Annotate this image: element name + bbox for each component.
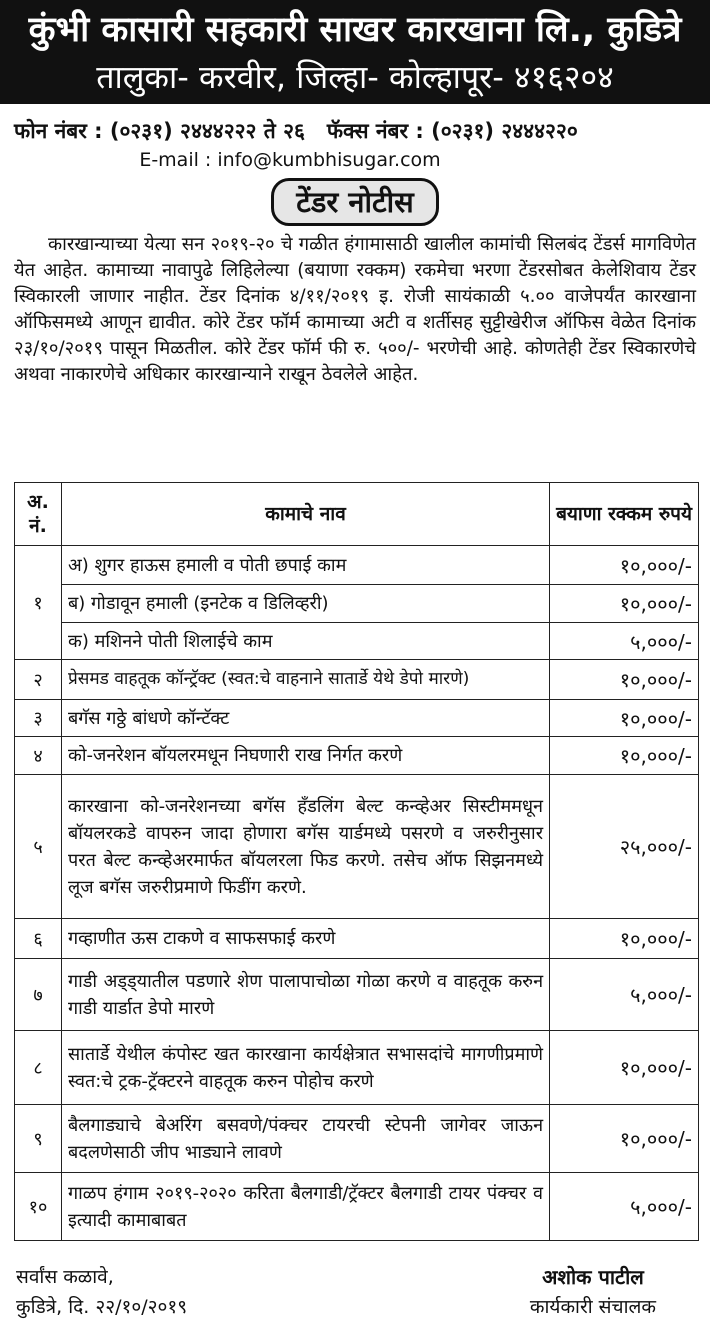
org-address: तालुका- करवीर, जिल्हा- कोल्हापूर- ४१६२०४ xyxy=(96,58,614,96)
row-deposit-amount: १०,०००/- xyxy=(550,1105,699,1173)
signatory-name: अशोक पाटील xyxy=(542,1265,644,1289)
table-row xyxy=(15,775,699,919)
row-work-name: सातार्डे येथील कंपोस्ट खत कारखाना कार्यक्षेत्रात सभासदांचे मागणीप्रमाणे स्वत:चे ट्रक-ट्रॅक्टरने वाहतूक करुन पोहोच करणे xyxy=(62,1031,550,1105)
row-serial-no: ५ xyxy=(15,775,62,919)
notice-to: सर्वांस कळावे, xyxy=(16,1266,114,1288)
place-date: कुडित्रे, दि. २२/१०/२०१९ xyxy=(16,1296,188,1318)
row-work-name: को-जनरेशन बॉयलरमधून निघणारी राख निर्गत करणे xyxy=(62,737,550,775)
row-deposit-amount: १०,०००/- xyxy=(550,546,699,585)
row-deposit-amount: १०,०००/- xyxy=(550,700,699,737)
header-serial-no: अ. नं. xyxy=(15,483,62,546)
row-serial-no: ९ xyxy=(15,1105,62,1173)
row-serial-no: ८ xyxy=(15,1031,62,1105)
row-deposit-amount: ५,०००/- xyxy=(550,1173,699,1241)
table-row xyxy=(15,959,699,1031)
table-row xyxy=(15,737,699,775)
row-work-name: अ) शुगर हाऊस हमाली व पोती छपाई काम xyxy=(62,546,550,585)
row-serial-no: ३ xyxy=(15,700,62,737)
table-header-row xyxy=(15,483,699,546)
row-deposit-amount: ५,०००/- xyxy=(550,959,699,1031)
header-work-name: कामाचे नाव xyxy=(62,483,550,546)
contact-line xyxy=(0,104,710,146)
header-deposit-amount: बयाणा रक्कम रुपये xyxy=(550,483,699,546)
signature-block xyxy=(530,1262,656,1322)
table-row xyxy=(15,585,699,623)
row-work-name: बैलगाड्याचे बेअरिंग बसवणे/पंक्चर टायरची स्टेपनी जागेवर जाऊन बदलणेसाठी जीप भाड्याने लावणे xyxy=(62,1105,550,1173)
table-row xyxy=(15,919,699,959)
row-work-name: गव्हाणीत ऊस टाकणे व साफसफाई करणे xyxy=(62,919,550,959)
row-serial-no: ६ xyxy=(15,919,62,959)
table-row xyxy=(15,1105,699,1173)
org-name: कुंभी कासारी सहकारी साखर कारखाना लि., कुडित्रे xyxy=(28,10,682,50)
row-deposit-amount: १०,०००/- xyxy=(550,737,699,775)
row-deposit-amount: १०,०००/- xyxy=(550,919,699,959)
row-deposit-amount: १०,०००/- xyxy=(550,1031,699,1105)
notice-title: टेंडर नोटीस xyxy=(271,178,438,226)
fax-number: फॅक्स नंबर : (०२३१) २४४४२२० xyxy=(326,119,578,143)
intro-text: कारखान्याच्या येत्या सन २०१९-२० चे गळीत हंगामासाठी खालील कामांची सिलबंद टेंडर्स मागविणेत येत आहेत. कामाच्या नावापुढे लिहिलेल्या (बयाणा रक्कम) रकमेचा भरणा टेंडरसोबत केलेशिवाय टेंडर स्विकारली जाणार नाहीत. टेंडर दिनांक ४/११/२०१९ इ. रोजी सायंकाळी ५.०० वाजेपर्यंत कारखाना ऑफिसमध्ये आणून द्यावीत. कोरे टेंडर फॉर्म कामाच्या अटी व शर्तीसह सुट्टीखेरीज ऑफिस वेळेत दिनांक २३/१०/२०१९ पासून मिळतील. कोरे टेंडर फॉर्म फी रु. ५००/- भरणेची आहे. कोणतेही टेंडर स्विकारणेचे अथवा नाकारणेचे अधिकार कारखान्याने राखून ठेवलेले आहेत. xyxy=(14,234,696,385)
row-work-name: गाडी अड्ड्यातील पडणारे शेण पालापाचोळा गोळा करणे व वाहतूक करुन गाडी यार्डात डेपो मारणे xyxy=(62,959,550,1031)
row-deposit-amount: १०,०००/- xyxy=(550,660,699,700)
row-work-name: क) मशिनने पोती शिलाईचे काम xyxy=(62,623,550,660)
signatory-designation: कार्यकारी संचालक xyxy=(529,1296,656,1318)
row-serial-no: ७ xyxy=(15,959,62,1031)
table-row xyxy=(15,700,699,737)
row-deposit-amount: ५,०००/- xyxy=(550,623,699,660)
table-row xyxy=(15,660,699,700)
phone-number: फोन नंबर : (०२३१) २४४४२२२ ते २६ xyxy=(14,119,305,143)
table-row xyxy=(15,1031,699,1105)
row-serial-no: १ xyxy=(15,546,62,660)
table-row xyxy=(15,623,699,660)
row-deposit-amount: १०,०००/- xyxy=(550,585,699,623)
header-banner xyxy=(0,0,710,104)
table-row xyxy=(15,1173,699,1241)
notice-paragraph xyxy=(0,226,710,388)
notice-footer xyxy=(16,1262,696,1322)
row-serial-no: ४ xyxy=(15,737,62,775)
tender-works-table xyxy=(14,482,699,1241)
row-serial-no: १० xyxy=(15,1173,62,1241)
table-row xyxy=(15,546,699,585)
email-address: E-mail : info@kumbhisugar.com xyxy=(139,149,441,171)
row-work-name: बगॅस गठ्ठे बांधणे कॉन्टॅक्ट xyxy=(62,700,550,737)
row-work-name: गाळप हंगाम २०१९-२०२० करिता बैलगाडी/ट्रॅक्टर बैलगाडी टायर पंक्चर व इत्यादी कामाबाबत xyxy=(62,1173,550,1241)
row-serial-no: २ xyxy=(15,660,62,700)
row-work-name: ब) गोडावून हमाली (इनटेक व डिलिव्हरी) xyxy=(62,585,550,623)
row-deposit-amount: २५,०००/- xyxy=(550,775,699,919)
row-work-name: प्रेसमड वाहतूक कॉन्ट्रॅक्ट (स्वत:चे वाहनाने सातार्डे येथे डेपो मारणे) xyxy=(62,660,550,700)
row-work-name: कारखाना को-जनरेशनच्या बगॅस हँडलिंग बेल्ट कन्व्हेअर सिस्टीममधून बॉयलरकडे वापरुन जादा होणारा बगॅस यार्डमध्ये पसरणे व जरुरीनुसार परत बेल्ट कन्व्हेअरमार्फत बॉयलरला फिड करणे. तसेच ऑफ सिझनमध्ये लूज बगॅस जरुरीप्रमाणे फिडींग करणे. xyxy=(62,775,550,919)
